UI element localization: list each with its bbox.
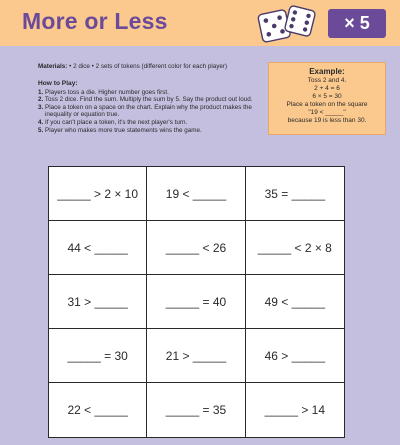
game-board bbox=[48, 166, 345, 438]
board-cell[interactable]: 46 > _____ bbox=[246, 329, 344, 383]
step-item bbox=[38, 127, 268, 135]
board-cell[interactable]: _____ > 2 × 10 bbox=[49, 167, 147, 221]
board-cell[interactable]: 31 > _____ bbox=[49, 275, 147, 329]
step-text: Toss 2 dice. Find the sum. Multiply the sum by 5. Say the product out loud. bbox=[44, 96, 253, 104]
step-number: 2. bbox=[38, 96, 44, 104]
board-cell[interactable]: _____ = 40 bbox=[147, 275, 245, 329]
board-cell[interactable]: 49 < _____ bbox=[246, 275, 344, 329]
board-cell[interactable]: 22 < _____ bbox=[49, 383, 147, 437]
board-cell[interactable]: _____ < 26 bbox=[147, 221, 245, 275]
step-number: 4. bbox=[38, 118, 44, 126]
steps-list bbox=[38, 89, 268, 135]
step-item bbox=[38, 96, 268, 104]
board-cell[interactable]: 19 < _____ bbox=[147, 167, 245, 221]
page-title: More or Less bbox=[22, 8, 168, 34]
example-title: Example: bbox=[309, 67, 345, 76]
example-line: because 19 is less than 30. bbox=[287, 116, 367, 124]
dice-icon bbox=[256, 3, 318, 45]
board-cell[interactable]: 35 = _____ bbox=[246, 167, 344, 221]
example-line: Place a token on the square bbox=[286, 100, 368, 108]
materials-text: • 2 dice • 2 sets of tokens (different color for each player) bbox=[67, 63, 228, 70]
board-cell[interactable]: _____ > 14 bbox=[264, 403, 326, 417]
step-number: 5. bbox=[38, 126, 44, 134]
example-line: "19 < _____" bbox=[308, 108, 346, 116]
board-cell[interactable]: _____ = 35 bbox=[147, 383, 245, 437]
example-box bbox=[268, 62, 386, 135]
how-to-play bbox=[38, 80, 268, 134]
step-item bbox=[38, 119, 268, 127]
board-cell[interactable]: _____ < 2 × 8 bbox=[246, 221, 344, 275]
multiplier-badge: × 5 bbox=[328, 9, 386, 38]
header-band bbox=[0, 0, 400, 46]
materials-line bbox=[38, 63, 227, 71]
step-number: 1. bbox=[38, 88, 44, 96]
step-text: Player who makes more true statements wins the game. bbox=[45, 126, 202, 134]
step-item bbox=[38, 89, 268, 97]
how-to-play-title: How to Play: bbox=[38, 80, 78, 87]
board-cell[interactable]: _____ = 30 bbox=[49, 329, 147, 383]
step-number: 3. bbox=[38, 103, 44, 111]
step-text: Place a token on a space on the chart. Explain why the product makes the inequality or equation true. bbox=[45, 103, 252, 119]
example-line: 2 + 4 = 6 bbox=[314, 84, 340, 92]
example-line: Toss 2 and 4. bbox=[307, 77, 347, 84]
step-item bbox=[38, 104, 268, 119]
materials-label: Materials: bbox=[38, 63, 68, 70]
example-line: 6 × 5 = 30 bbox=[312, 92, 342, 100]
board-cell[interactable]: 21 > _____ bbox=[147, 329, 245, 383]
board-cell[interactable]: 44 < _____ bbox=[49, 221, 147, 275]
step-text: If you can't place a token, it's the next player's turn. bbox=[45, 118, 188, 126]
step-text: Players toss a die. Higher number goes first. bbox=[45, 88, 169, 96]
